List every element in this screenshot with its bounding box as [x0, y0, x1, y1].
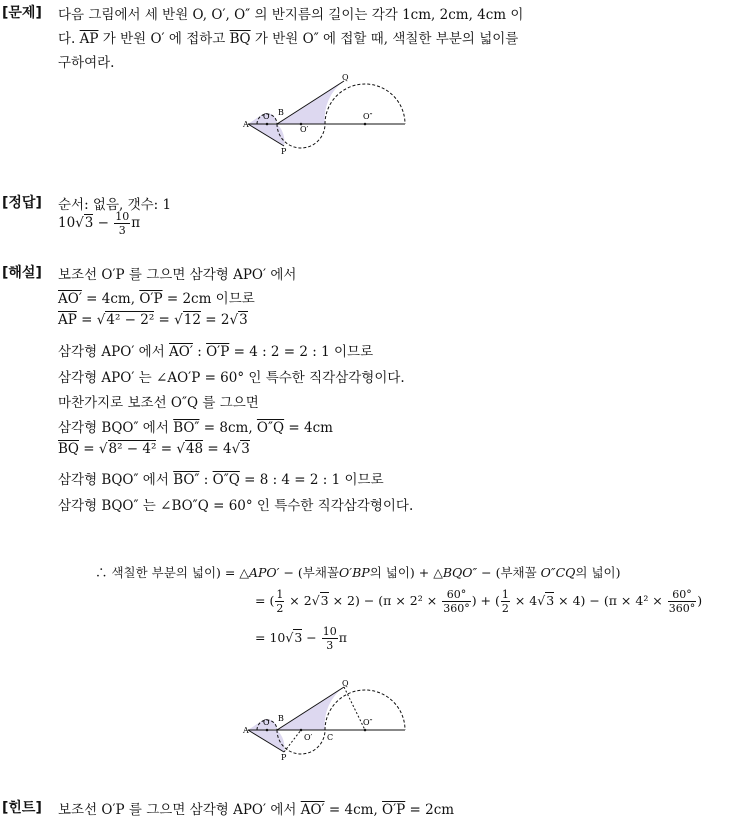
problem-line-3: 구하여라.	[58, 55, 115, 71]
problem-line-2: 다. $\overline{AP}$ 가 반원 O′ 에 접하고 $\overline{BQ}$ 가 반원 O″ 에 접할 때, 색칠한 부분의 넓이를	[58, 31, 519, 47]
problem-figure	[240, 68, 420, 158]
solution-line-7: 삼각형 BQO″ 에서 BO″ = 8cm, O″Q = 4cm	[58, 420, 333, 436]
answer-tag: [정답]	[2, 195, 42, 211]
problem-line-1: 다음 그림에서 세 반원 O, O′, O″ 의 반지름의 길이는 각각 1cm, 2cm, 4cm 이	[58, 7, 524, 23]
solution-line-2: AO′ = 4cm, O′P = 2cm 이므로	[58, 291, 255, 307]
calc-line-2: = ( $\frac{1}{2}$ × 2√3 × 2) − (π × 2² × $\frac{60^\circ}{360^\circ}$ ) + ( $\frac{1}{2}$ × 4√3 × 4) − (π × 4² × $\frac{60^\circ}{360^\circ}$ )	[255, 588, 703, 615]
label-O: O	[263, 112, 270, 121]
label-O-double-prime: O″	[363, 718, 373, 727]
solution-line-1: 보조선 O′P 를 그으면 삼각형 APO′ 에서	[58, 267, 297, 283]
label-P: P	[281, 753, 287, 762]
label-Q: Q	[342, 73, 349, 82]
label-O: O	[263, 718, 270, 727]
solution-line-9: 삼각형 BQO″ 에서 BO″ : O″Q = 8 : 4 = 2 : 1 이므로	[58, 472, 384, 488]
solution-line-6: 마찬가지로 보조선 O″Q 를 그으면	[58, 395, 259, 411]
calc-line-3: = 10√3 − $\frac{10}{3}$ π	[255, 625, 347, 652]
problem-tag: [문제]	[2, 5, 42, 21]
solution-line-3: $\overline{AP} = √4^2 - 2^2 = √12 = 2√3$	[58, 312, 248, 328]
label-C: C	[327, 733, 334, 742]
label-A: A	[243, 120, 249, 129]
label-A: A	[243, 726, 249, 735]
answer-line-1: 순서: 없음, 갯수: 1	[58, 197, 172, 213]
hint-line: 보조선 O′P 를 그으면 삼각형 APO′ 에서 AO′ = 4cm, O′P = 2cm	[58, 802, 455, 818]
solution-tag: [해설]	[2, 265, 42, 281]
solution-line-5: 삼각형 APO′ 는 ∠AO′P = 60° 인 특수한 직각삼각형이다.	[58, 370, 405, 386]
label-B: B	[278, 714, 284, 723]
answer-value: 10√3 − $\frac{10}{3}$ π	[58, 210, 141, 237]
solution-line-10: 삼각형 BQO″ 는 ∠BO″Q = 60° 인 특수한 직각삼각형이다.	[58, 498, 414, 514]
solution-figure	[240, 674, 420, 766]
solution-line-4: 삼각형 APO′ 에서 AO′ : O′P = 4 : 2 = 2 : 1 이므로	[58, 344, 374, 360]
label-O-double-prime: O″	[363, 112, 373, 121]
calc-line-1: ∴ 색칠한 부분의 넓이) = △APO′ − (부채꼴O′BP의 넓이) + △BQO″ − (부채꼴 O″CQ의 넓이)	[95, 565, 621, 580]
label-O-prime: O′	[300, 125, 309, 134]
label-B: B	[278, 108, 284, 117]
solution-line-8: $\overline{BQ} = √8^2 - 4^2 = √48 = 4√3$	[58, 441, 250, 457]
label-Q: Q	[342, 679, 349, 688]
label-P: P	[281, 147, 287, 156]
label-O-prime: O′	[304, 733, 313, 742]
hint-tag: [힌트]	[2, 800, 42, 816]
